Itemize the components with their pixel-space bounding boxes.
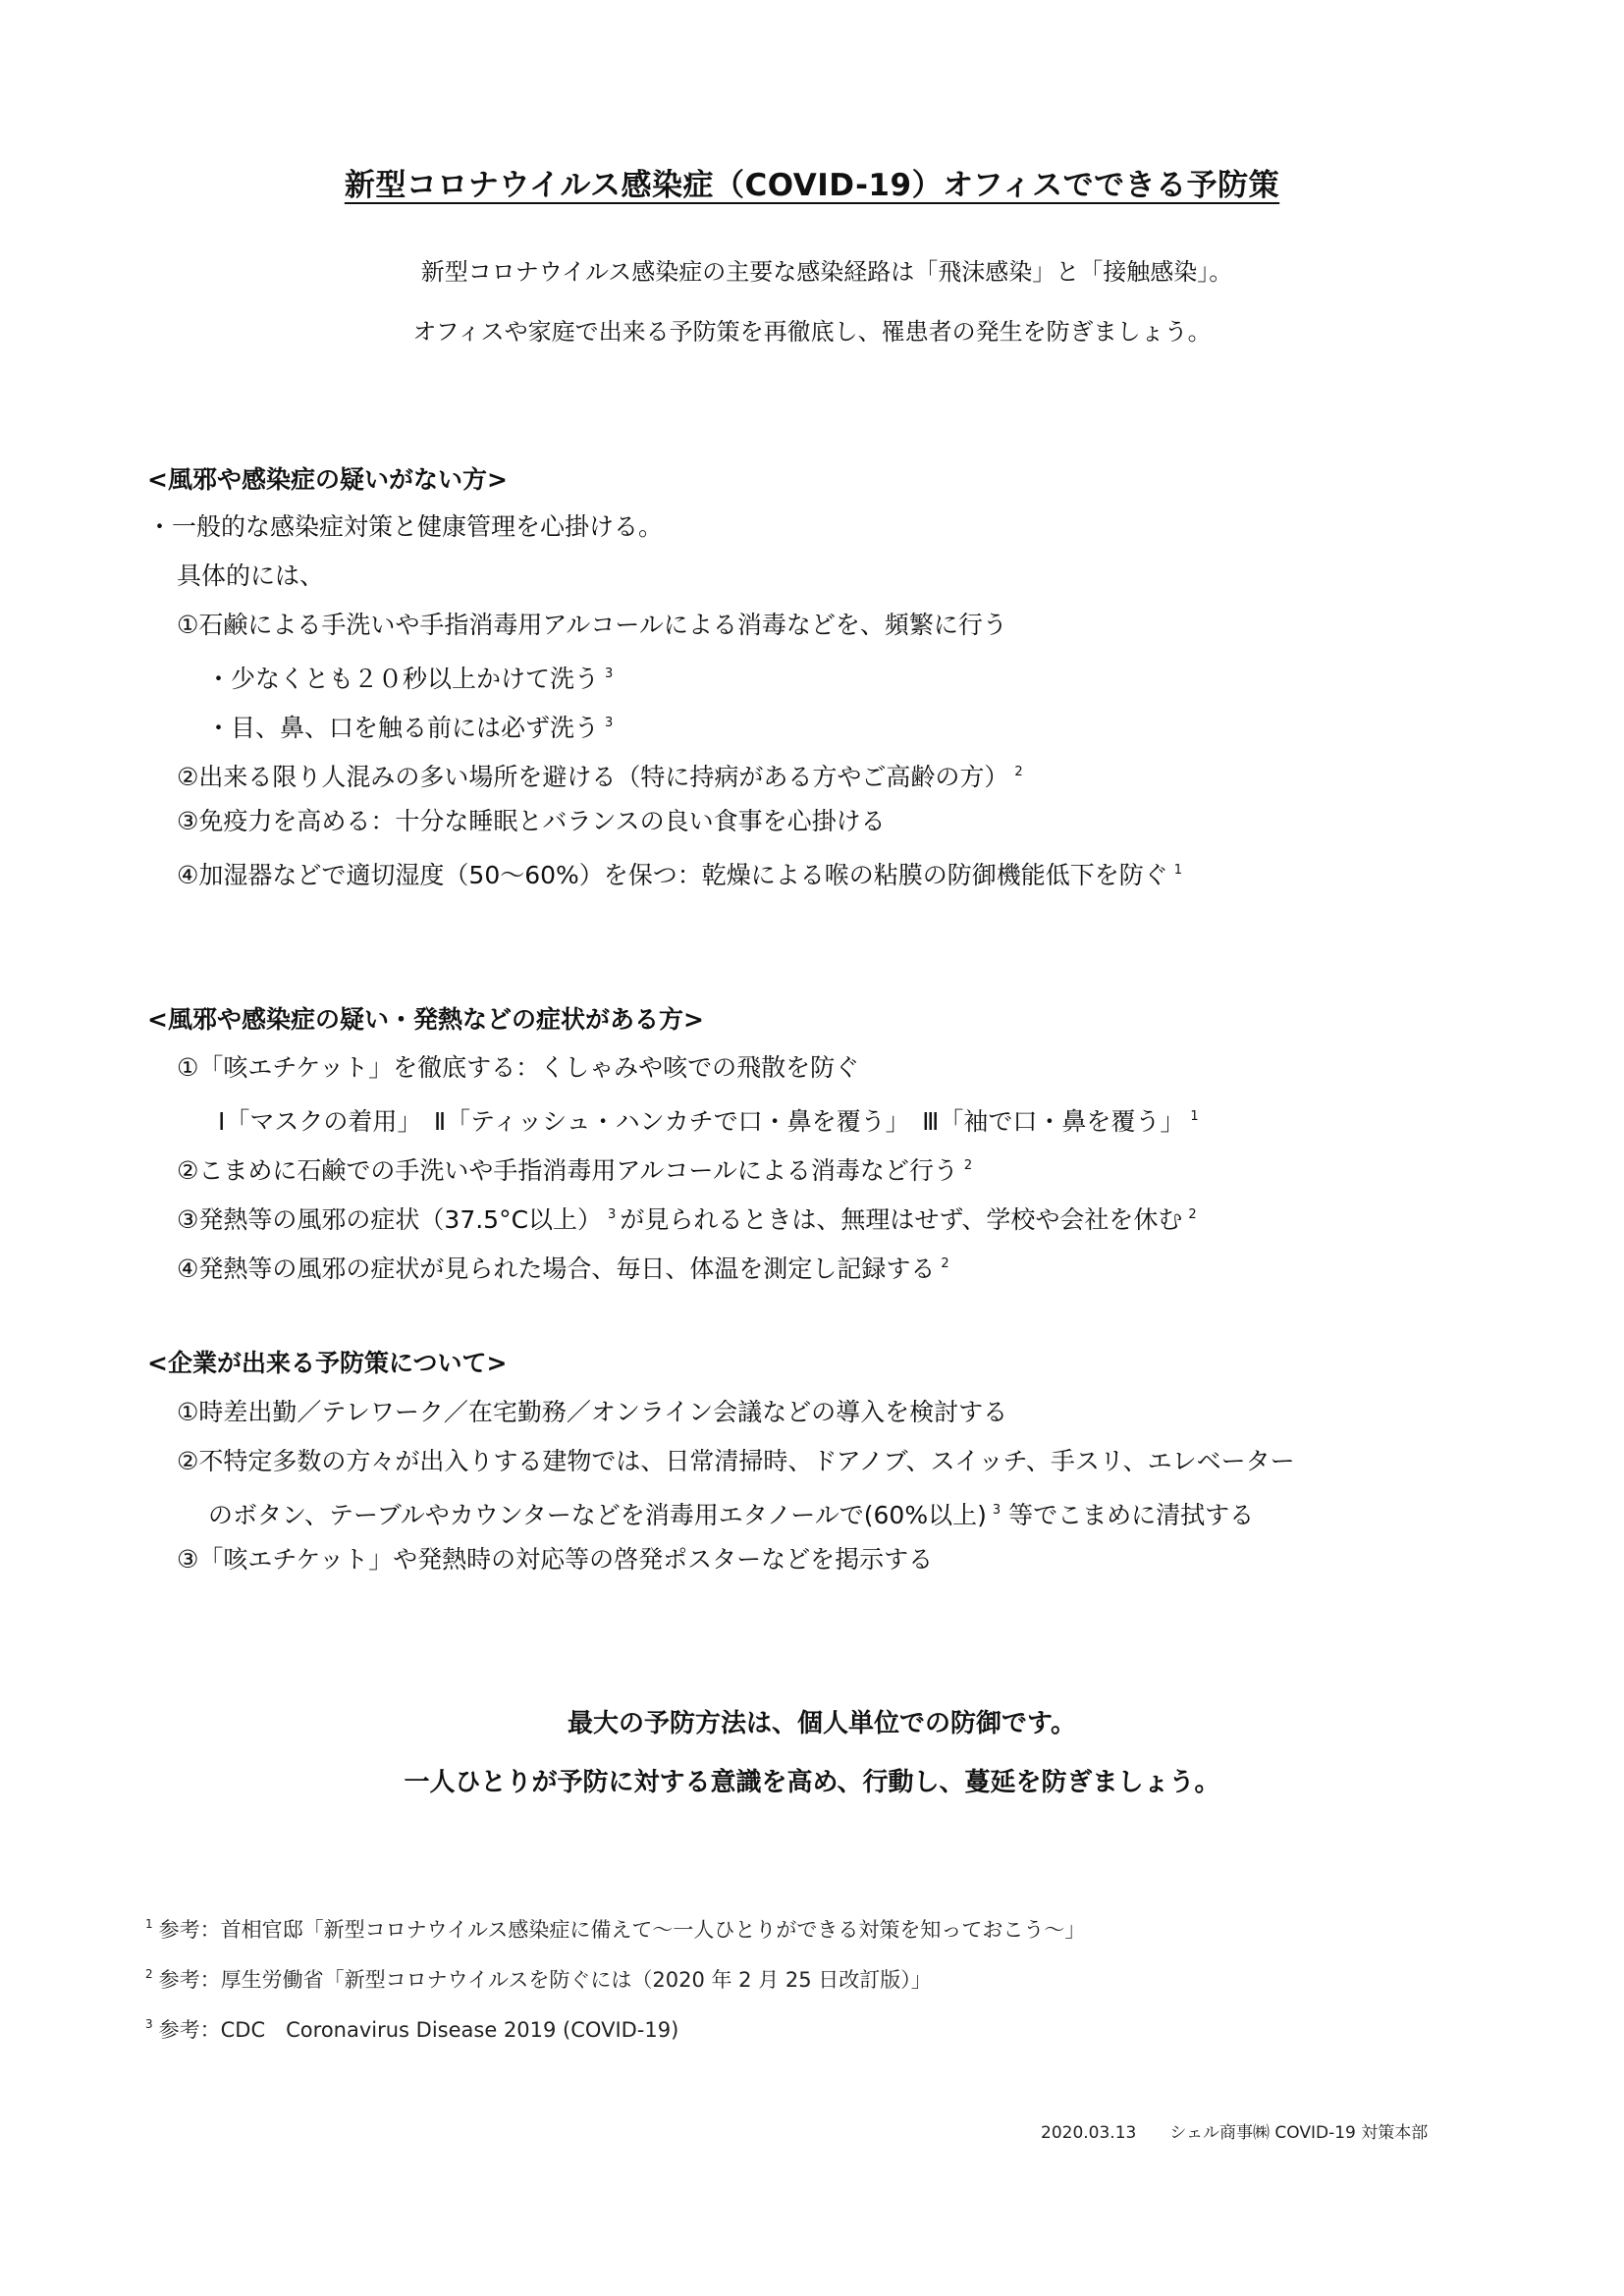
list-item: ②不特定多数の方々が出入りする建物では、日常清掃時、ドアノブ、スイッチ、手スリ、エレベーター — [177, 1447, 1295, 1475]
footnote-3: $^3$ 参考：CDC Coronavirus Disease 2019 (COVID-19) — [145, 2017, 679, 2042]
list-item: ①石鹸による手洗いや手指消毒用アルコールによる消毒などを、頻繁に行う — [177, 611, 1007, 639]
list-item: ・目、鼻、口を触る前には必ず洗う $^3$ — [206, 714, 614, 742]
section-heading-no-symptoms: <風邪や感染症の疑いがない方> — [147, 465, 508, 494]
footnote-ref: 2 — [1014, 765, 1023, 779]
footer-date-author: 2020.03.13 シェル商事㈱ COVID-19 対策本部 — [1041, 2123, 1429, 2143]
list-item: ・一般的な感染症対策と健康管理を心掛ける。 — [147, 512, 664, 541]
footnote-ref: 1 — [1173, 863, 1183, 878]
list-item: ③「咳エチケット」や発熱時の対応等の啓発ポスターなどを掲示する — [177, 1545, 934, 1574]
list-item: ③発熱等の風邪の症状（37.5°C以上） $^3$ が見られるときは、無理はせず、学校や会社を休む $^2$ — [177, 1205, 1197, 1234]
list-item: ②こまめに石鹸での手洗いや手指消毒用アルコールによる消毒など行う $^2$ — [177, 1156, 973, 1185]
list-item: ③免疫力を高める：十分な睡眠とバランスの良い食事を心掛ける — [177, 807, 886, 835]
footnote-ref: 3 — [605, 716, 614, 730]
footnote-ref: 2 — [963, 1158, 973, 1173]
list-item: ②出来る限り人混みの多い場所を避ける（特に持病がある方やご高齢の方） $^2$ — [177, 763, 1023, 791]
list-item: Ⅰ「マスクの着用」 Ⅱ「ティッシュ・ハンカチで口・鼻を覆う」 Ⅲ「袖で口・鼻を覆う」 $^1$ — [218, 1107, 1199, 1136]
list-item: ④発熱等の風邪の症状が見られた場合、毎日、体温を測定し記録する $^2$ — [177, 1255, 949, 1283]
footnote-ref: 3 — [605, 667, 614, 681]
section-heading-with-symptoms: <風邪や感染症の疑い・発熱などの症状がある方> — [147, 1005, 704, 1034]
list-item: ①「咳エチケット」を徹底する：くしゃみや咳での飛散を防ぐ — [177, 1053, 860, 1082]
footnote-1: $^1$ 参考：首相官邸「新型コロナウイルス感染症に備えて～一人ひとりができる対策を知っておこう～」 — [145, 1917, 1086, 1942]
list-item: ・少なくとも２０秒以上かけて洗う $^3$ — [206, 665, 614, 693]
footnote-ref: 2 — [1188, 1207, 1197, 1222]
footnote-ref: 2 — [941, 1256, 949, 1271]
intro-line-2: オフィスや家庭で出来る予防策を再徹底し、罹患者の発生を防ぎましょう。 — [412, 318, 1212, 346]
closing-line-1: 最大の予防方法は、個人単位での防御です。 — [568, 1709, 1076, 1738]
footnote-2: $^2$ 参考：厚生労働省「新型コロナウイルスを防ぐには（2020 年 2 月 25 日改訂版）」 — [145, 1967, 932, 1992]
list-item: ④加湿器などで適切湿度（50～60%）を保つ：乾燥による喉の粘膜の防御機能低下を防ぐ $^1$ — [177, 861, 1183, 889]
footnote-ref: 3 — [608, 1207, 617, 1222]
list-item: のボタン、テーブルやカウンターなどを消毒用エタノールで(60%以上) $^3$ 等でこまめに清拭する — [208, 1501, 1255, 1529]
list-item: 具体的には、 — [177, 561, 325, 590]
section-heading-company-measures: <企業が出来る予防策について> — [147, 1349, 508, 1377]
page-title: 新型コロナウイルス感染症（COVID-19）オフィスでできる予防策 — [344, 168, 1280, 203]
closing-line-2: 一人ひとりが予防に対する意識を高め、行動し、蔓延を防ぎましょう。 — [404, 1768, 1220, 1797]
footnote-ref: 3 — [992, 1503, 1001, 1518]
list-item: ①時差出勤／テレワーク／在宅勤務／オンライン会議などの導入を検討する — [177, 1398, 1008, 1426]
intro-line-1: 新型コロナウイルス感染症の主要な感染経路は「飛沫感染」と「接触感染」。 — [420, 258, 1233, 286]
footnote-ref: 1 — [1190, 1109, 1199, 1124]
